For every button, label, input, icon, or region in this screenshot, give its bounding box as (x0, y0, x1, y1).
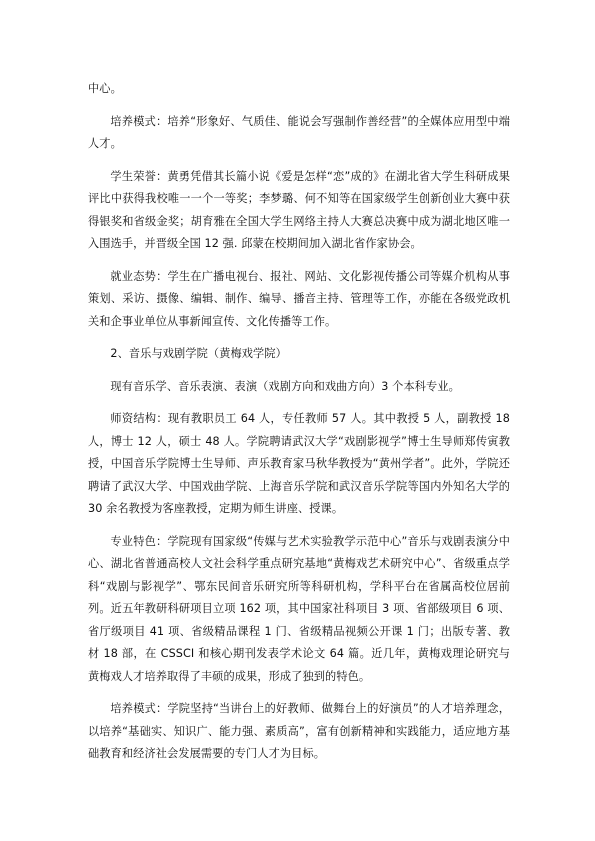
paragraph-employment (88, 266, 510, 334)
paragraph-training-mode-journalism (88, 111, 510, 156)
paragraph-student-honors (88, 166, 510, 256)
paragraph-majors (88, 376, 510, 399)
section-heading-text: 2、音乐与戏剧学院（黄梅戏学院） (110, 347, 287, 360)
paragraph-text: 现有音乐学、音乐表演、表演（戏剧方向和戏曲方向）3 个本科专业。 (110, 379, 460, 393)
paragraph-label: 培养模式： (110, 114, 168, 128)
paragraph-label: 专业特色： (110, 534, 168, 548)
paragraph-text: 中心。 (88, 82, 122, 95)
paragraph-training-mode-music (88, 698, 510, 766)
paragraph-specialty (88, 531, 510, 689)
section-heading-music-drama (88, 343, 510, 366)
paragraph-text: 学生在广播电视台、报社、网站、文化影视传播公司等媒介机构从事策划、采访、摄像、编辑、制作、编导、播音主持、管理等工作，亦能在各级党政机关和企事业单位从事新闻宣传、文化传播等工作。 (88, 269, 510, 328)
paragraph-text: 培养“形象好、气质佳、能说会写强制作善经营”的全媒体应用型中端人才。 (88, 114, 510, 150)
paragraph-faculty (88, 408, 510, 521)
paragraph-label: 培养模式： (110, 702, 168, 715)
paragraph-label: 就业态势： (110, 269, 168, 283)
paragraph-text: 学院现有国家级“传媒与艺术实验教学示范中心”音乐与戏剧表演分中心、湖北省普通高校人文社会科学重点研究基地“黄梅戏艺术研究中心”、省级重点学科“戏剧与影视学”、鄂东民间音乐研究所等科研机构，学科平台在省属高校位居前列。近五年教研科研项目立项 162 项，其中国家社科项目 3 项、省部级项目 6 项、省厅级项目 41 项、省级精品课程 1 门、省级精品视频公开课 1 门；出版专著、教材 18 部，在 CSSCI 和核心期刊发表学术论文 64 篇。近几年，黄梅戏理论研究与黄梅戏人才培养取得了丰硕的成果，形成了独到的特色。 (88, 534, 510, 683)
paragraph-label: 学生荣誉： (110, 169, 168, 183)
paragraph-continuation (88, 78, 510, 101)
paragraph-text: 学院坚持“当讲台上的好教师、做舞台上的好演员”的人才培养理念，以培养“基础实、知识广、能力强、素质高”，富有创新精神和实践能力，适应地方基础教育和经济社会发展需要的专门人才为目标。 (88, 702, 510, 760)
paragraph-label: 师资结构： (110, 412, 168, 425)
paragraph-text: 黄勇凭借其长篇小说《爱是怎样“恋”成的》在湖北省大学生科研成果评比中获得我校唯一一个一等奖；李梦璐、何不知等在国家级学生创新创业大赛中获得银奖和省级金奖；胡育雅在全国大学生网络主持人大赛总决赛中成为湖北地区唯一入围选手，并晋级全国 12 强. 邱蒙在校期间加入湖北省作家协会。 (88, 169, 510, 250)
paragraph-text: 现有教职员工 64 人，专任教师 57 人。其中教授 5 人，副教授 18 人，博士 12 人，硕士 48 人。学院聘请武汉大学“戏剧影视学”博士生导师郑传寅教授，中国音乐学院博士生导师、声乐教育家马秋华教授为“黄州学者”。此外，学院还聘请了武汉大学、中国戏曲学院、上海音乐学院和武汉音乐学院等国内外知名大学的 30 余名教授为客座教授，定期为师生讲座、授课。 (88, 412, 510, 515)
